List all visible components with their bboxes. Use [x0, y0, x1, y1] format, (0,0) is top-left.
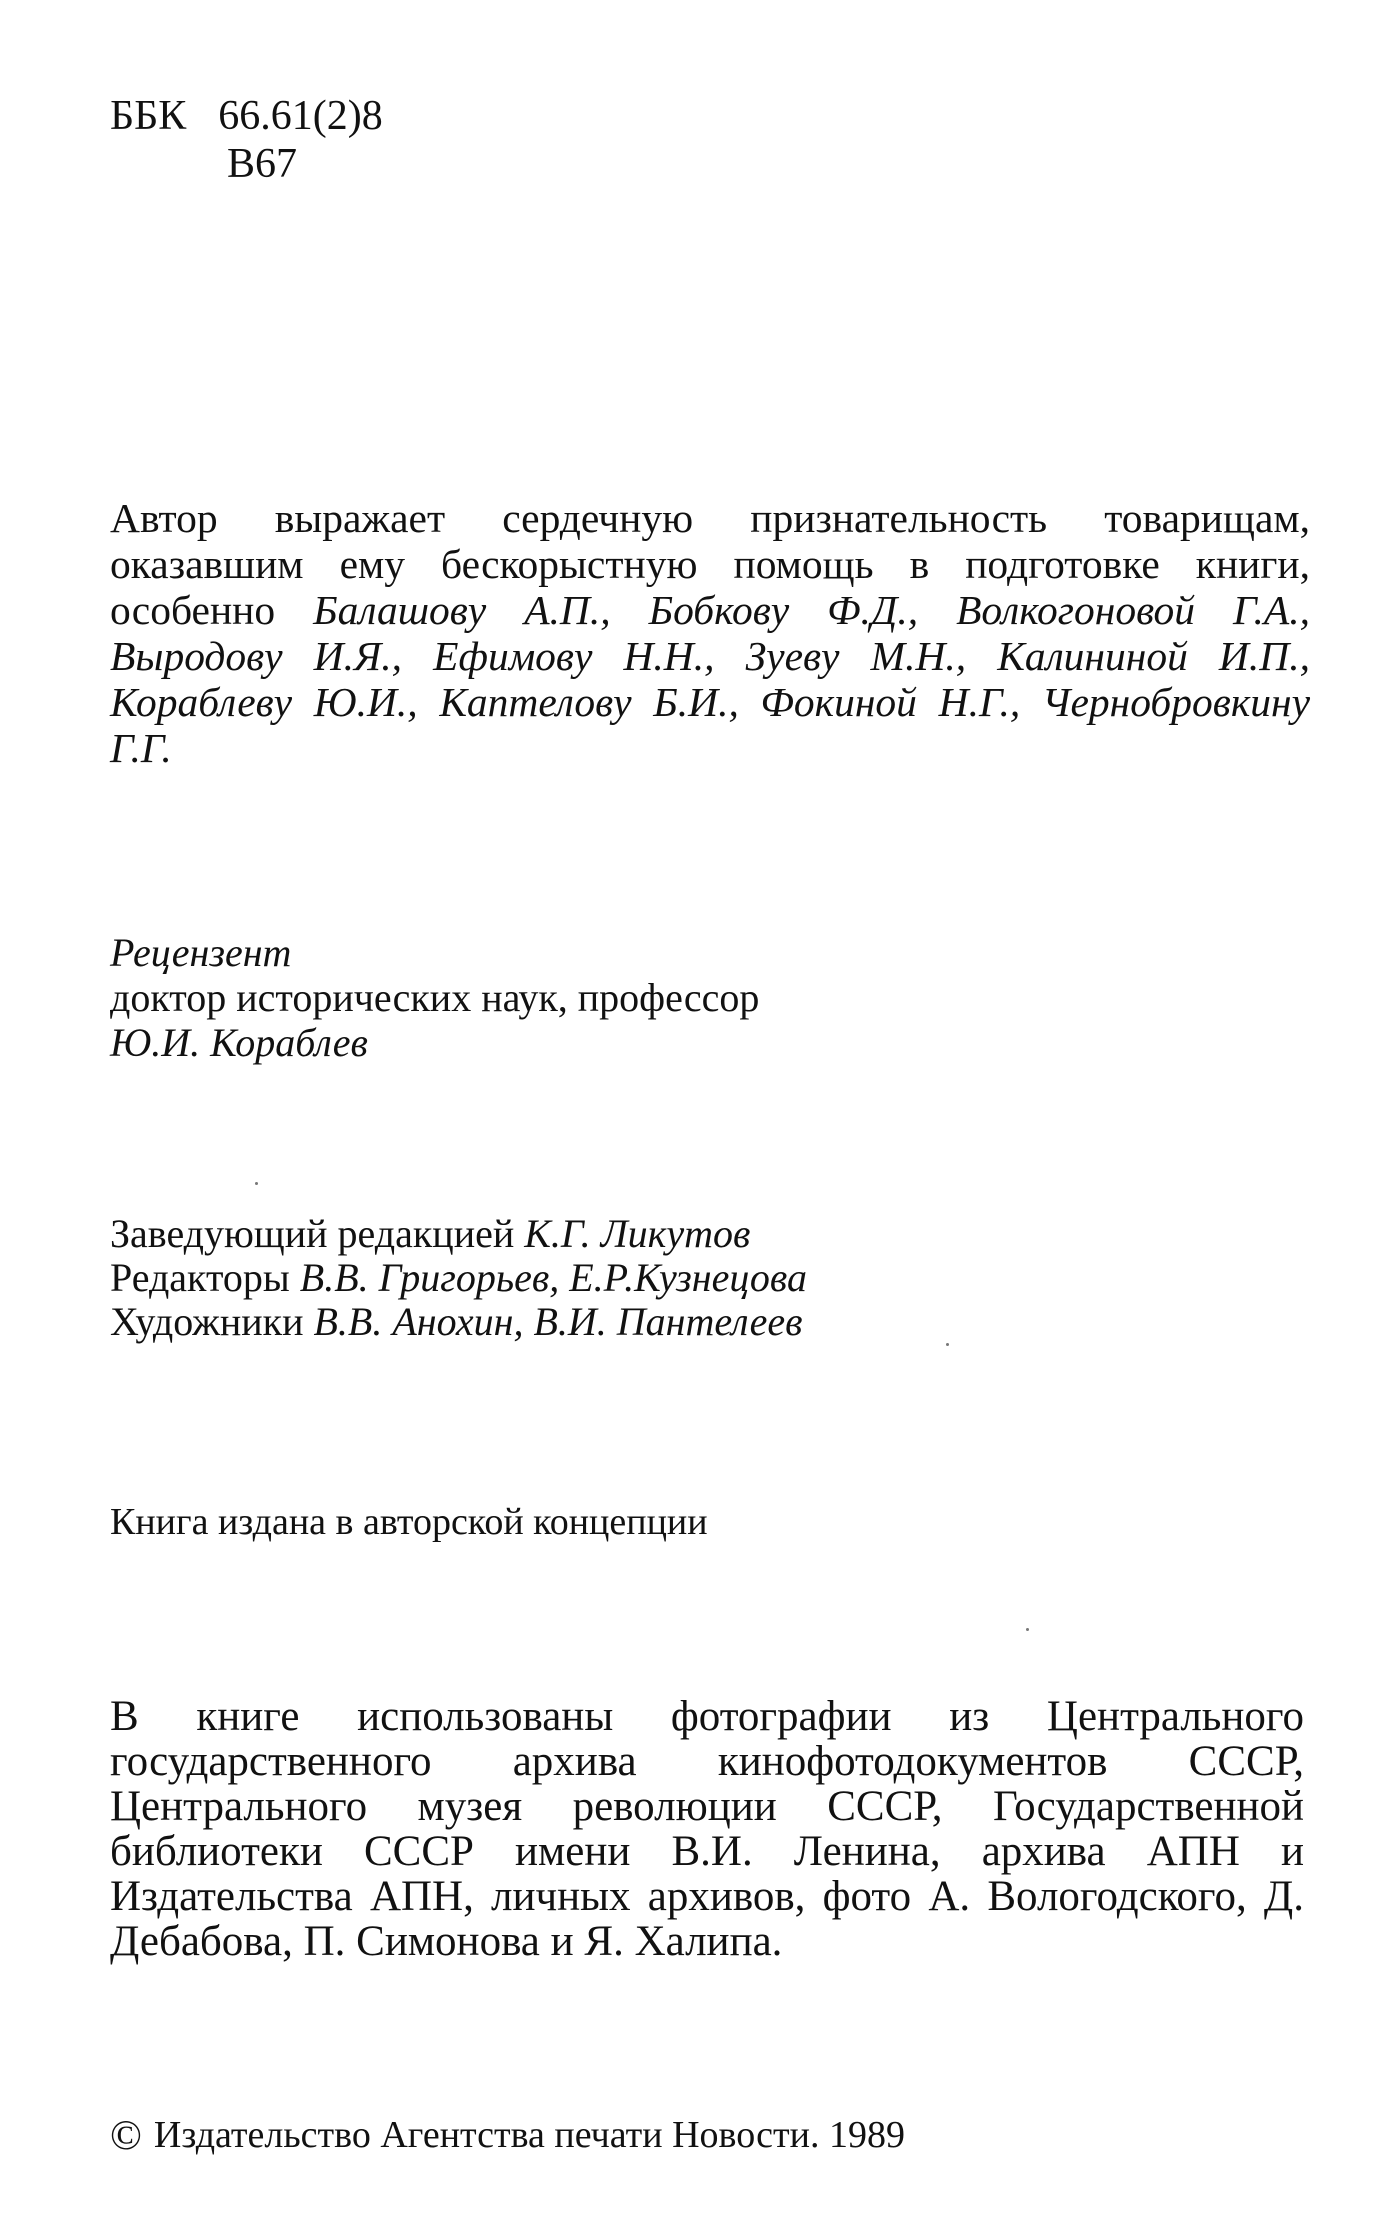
copyright-text: Издательство Агентства печати Новости. 1989	[153, 2114, 905, 2156]
catalog-classification	[110, 92, 1310, 188]
managing-editor-name: К.Г. Ликутов	[524, 1211, 751, 1256]
copyright-icon: ©	[110, 2113, 142, 2159]
bbk-code: 66.61(2)8	[218, 93, 383, 139]
reviewer-degree: доктор исторических наук, профессор	[110, 975, 760, 1020]
reviewer-section	[110, 930, 1310, 1065]
concept-note-section	[110, 1500, 1310, 1544]
copyright-line	[110, 2113, 1310, 2158]
acknowledgement-paragraph	[110, 495, 1310, 771]
managing-editor-role: Заведующий редакцией	[110, 1211, 515, 1256]
editors-role: Редакторы	[110, 1255, 290, 1300]
editorial-staff	[110, 1212, 1310, 1344]
scan-speck-lower	[1026, 1628, 1029, 1631]
bbk-label: ББК	[110, 93, 187, 139]
artists-names: В.В. Анохин, В.И. Пантелеев	[313, 1299, 803, 1344]
staff-row-editors	[110, 1256, 1310, 1300]
reviewer-role: Рецензент	[110, 930, 292, 975]
acknowledgement-section	[110, 495, 1310, 771]
editors-names: В.В. Григорьев, Е.Р.Кузнецова	[299, 1255, 807, 1300]
reviewer-name: Ю.И. Кораблев	[110, 1020, 368, 1065]
artists-role: Художники	[110, 1299, 304, 1344]
scan-speck-right	[946, 1343, 949, 1346]
acknowledgement-lead: Автор выражает сердечную признательность товарищам, оказавшим ему бескорыстную помощь в подготовке книги, особенно	[110, 495, 1310, 633]
scan-speck-left	[255, 1182, 258, 1185]
photo-credits-section	[110, 1694, 1304, 1964]
photo-credits: В книге использованы фотографии из Центрального государственного архива кинофотодокументов СССР, Центрального музея революции СССР, Государственной библиотеки СССР имени В.И. Ленина, архива АПН и Издательства АПН, личных архивов, фото А. Вологодского, Д. Дебабова, П. Симонова и Я. Халипа.	[110, 1693, 1304, 1965]
concept-note: Книга издана в авторской концепции	[110, 1501, 708, 1543]
acknowledged-names: Балашову А.П., Бобкову Ф.Д., Волкогоновой Г.А., Выродову И.Я., Ефимову Н.Н., Зуеву М.Н., Калининой И.П., Кораблеву Ю.И., Каптелову Б.И., Фокиной Н.Г., Чернобровкину Г.Г.	[110, 587, 1311, 771]
staff-row-managing-editor	[110, 1212, 1310, 1256]
staff-row-artists	[110, 1300, 1310, 1344]
author-mark: В67	[227, 141, 298, 187]
